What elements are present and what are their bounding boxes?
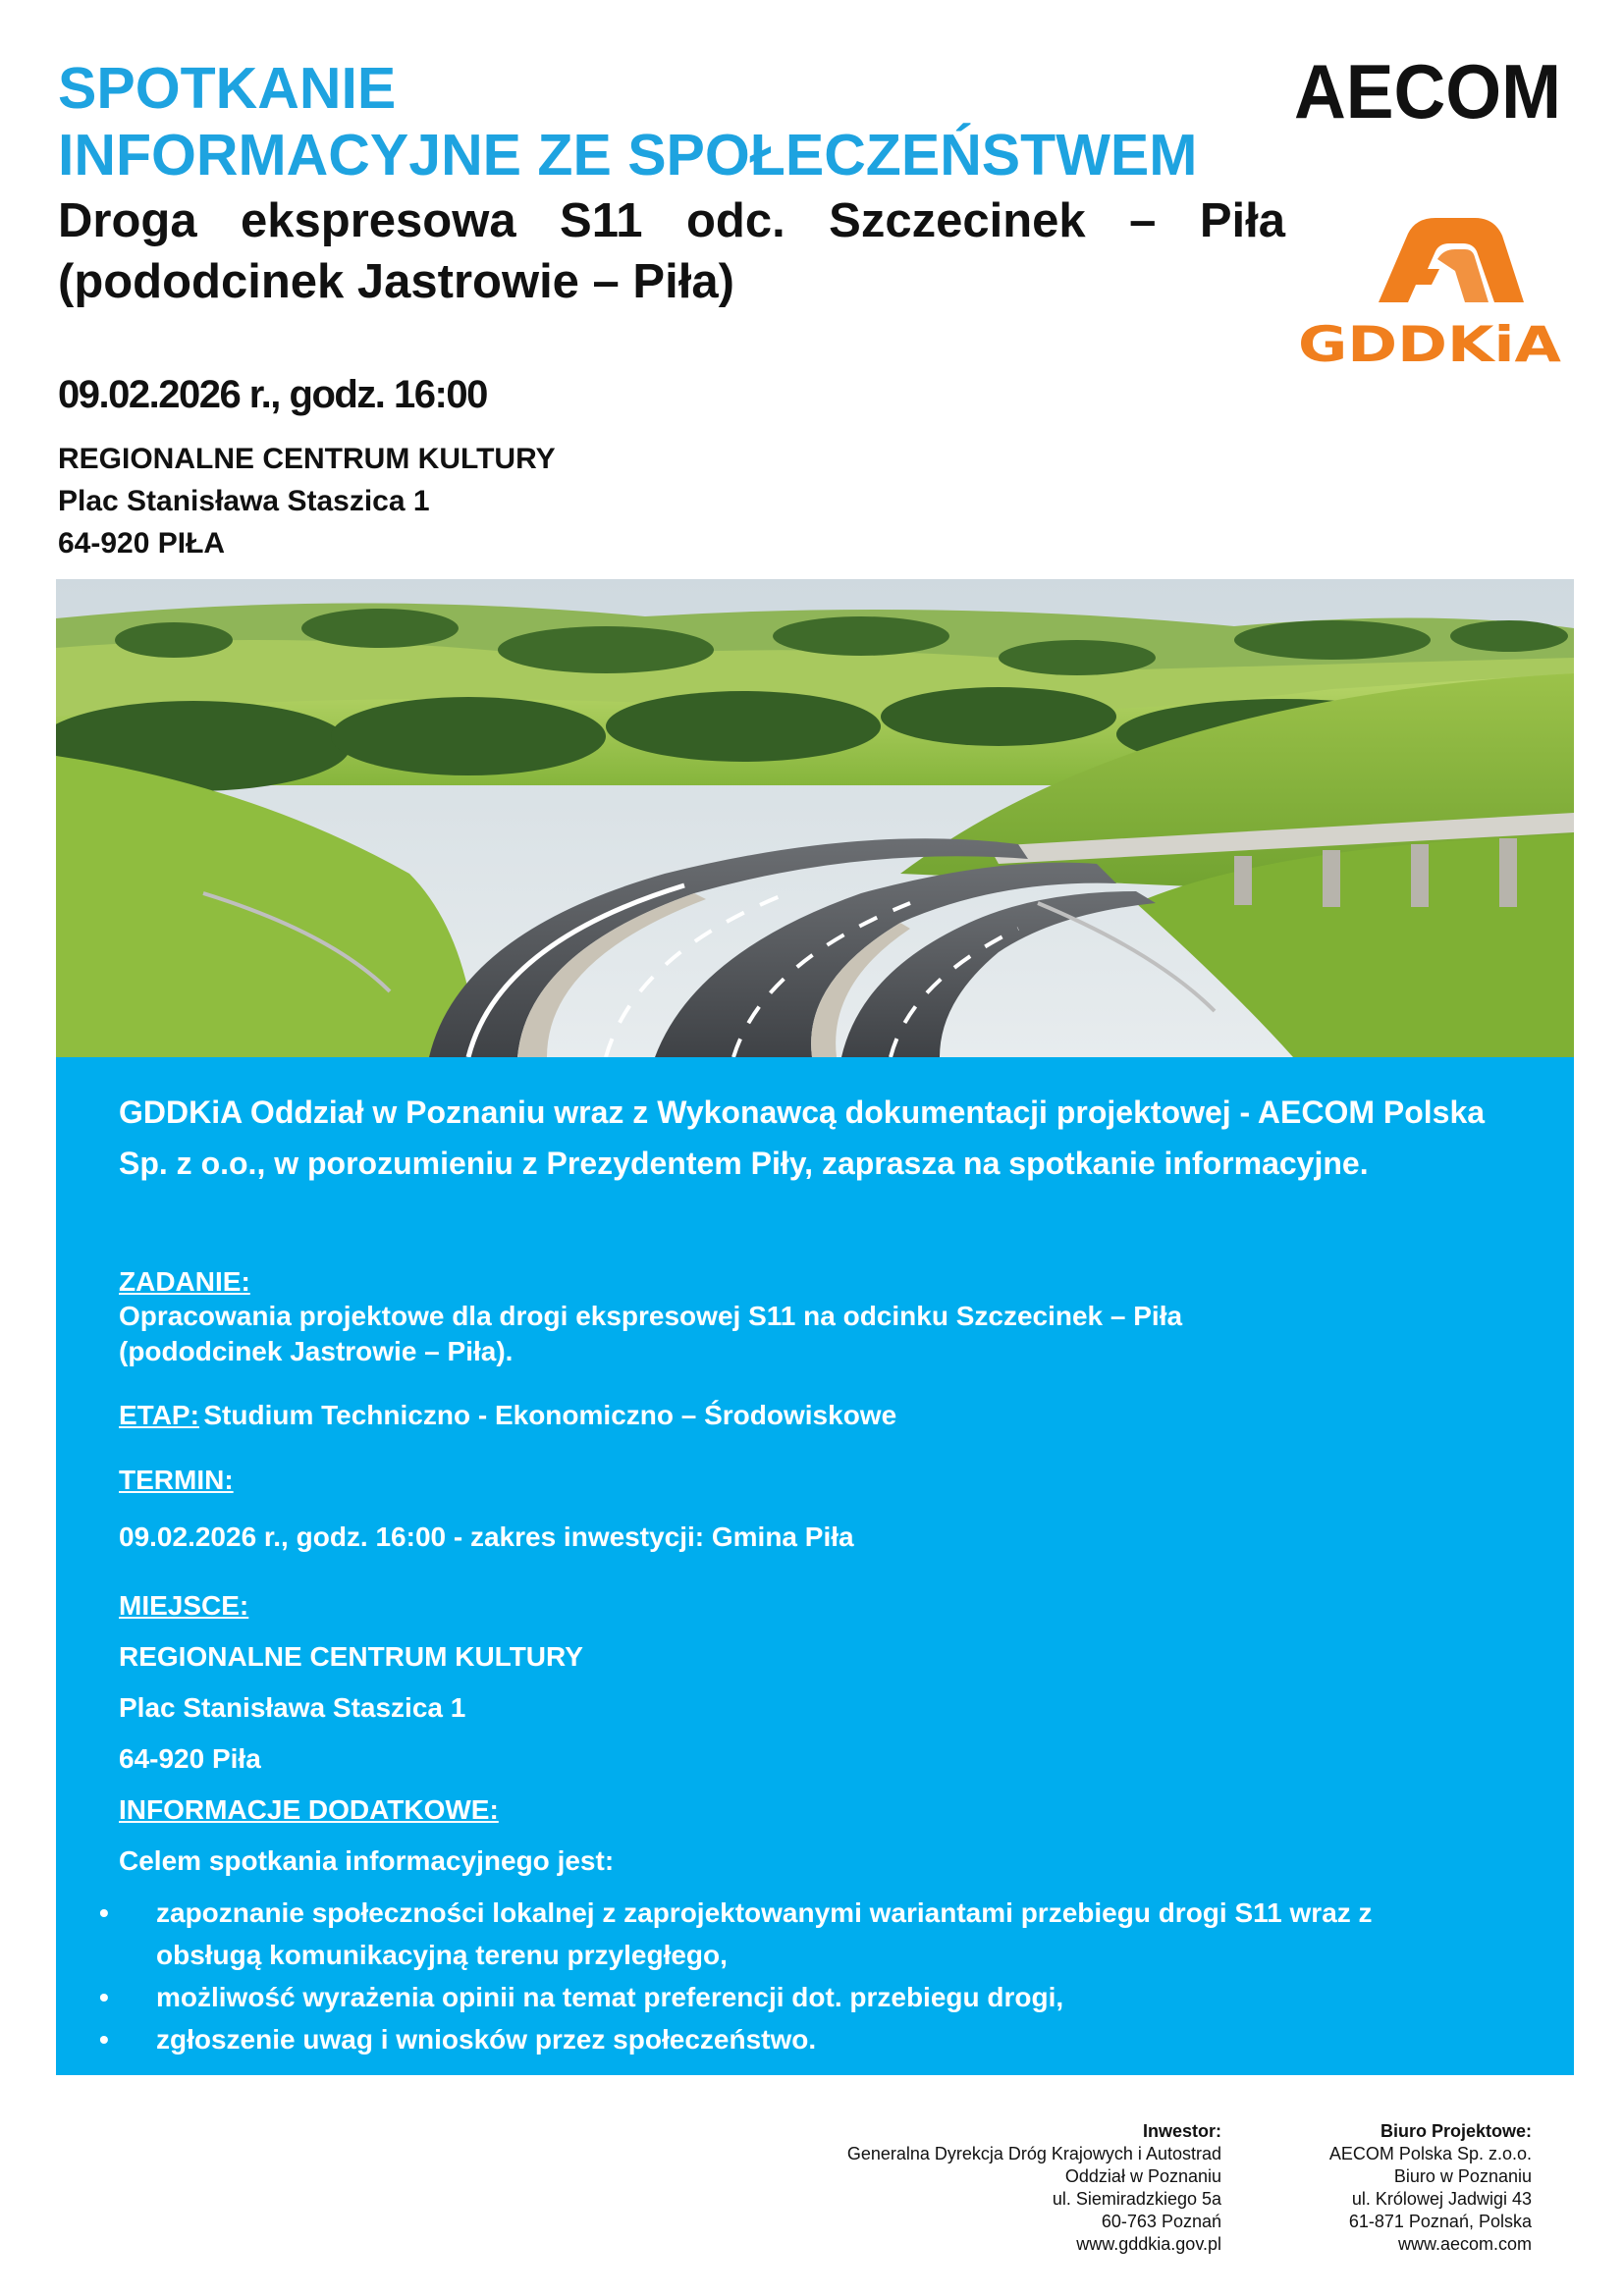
list-item: • zgłoszenie uwag i wniosków przez społeczeństwo.: [56, 2018, 1452, 2060]
office-website-link[interactable]: www.aecom.com: [1397, 2234, 1532, 2254]
list-item: • zapoznanie społeczności lokalnej z zaprojektowanymi wariantami przebiegu drogi S11 wraz z obsługą komunikacyjną terenu przyległego,: [56, 1892, 1452, 1976]
gddkia-logo-text: GDDKiA: [1298, 316, 1562, 369]
venue-line: 64-920 PIŁA: [58, 527, 226, 560]
section-termin: [119, 1462, 1513, 1556]
gddkia-logo: [1292, 204, 1567, 369]
title-line-2: INFORMACYJNE ZE SPOŁECZEŃSTWEM: [58, 123, 1198, 187]
design-office-block: [1276, 2120, 1532, 2256]
bullet-icon: •: [99, 1982, 109, 2012]
office-line: 61-871 Poznań, Polska: [1348, 2212, 1532, 2231]
office-line: AECOM Polska Sp. z.o.o.: [1328, 2144, 1532, 2163]
bullet-icon: •: [99, 1897, 109, 1928]
miejsce-label: MIEJSCE:: [119, 1590, 249, 1621]
investor-website-link[interactable]: www.gddkia.gov.pl: [1076, 2234, 1221, 2254]
expressway-photo: [56, 579, 1574, 1057]
investor-block: [785, 2120, 1221, 2256]
page-title: [58, 55, 1295, 188]
office-line: ul. Królowej Jadwigi 43: [1351, 2189, 1532, 2209]
title-line-1: SPOTKANIE: [58, 56, 397, 121]
termin-text: 09.02.2026 r., godz. 16:00 - zakres inwestycji: Gmina Piła: [119, 1522, 854, 1552]
page-subtitle: [58, 190, 1285, 312]
info-panel: [56, 1057, 1574, 2075]
section-dodatkowe: [119, 1791, 1513, 1880]
section-zadanie: [119, 1265, 1513, 1369]
investor-line: Oddział w Poznaniu: [1064, 2166, 1221, 2186]
venue-address: [58, 438, 556, 564]
office-heading: Biuro Projektowe:: [1380, 2121, 1532, 2141]
subtitle-line-1: Droga ekspresowa S11 odc. Szczecinek – Piła: [58, 194, 1285, 247]
investor-line: ul. Siemiradzkiego 5a: [1052, 2189, 1221, 2209]
termin-label: TERMIN:: [119, 1465, 234, 1495]
venue-line: REGIONALNE CENTRUM KULTURY: [58, 443, 556, 475]
office-line: Biuro w Poznaniu: [1393, 2166, 1532, 2186]
zadanie-text-line-2: (pododcinek Jastrowie – Piła).: [119, 1336, 514, 1366]
aecom-logo: [1294, 57, 1564, 126]
miejsce-line: 64-920 Piła: [119, 1743, 261, 1774]
investor-heading: Inwestor:: [1142, 2121, 1221, 2141]
invitation-text: GDDKiA Oddział w Poznaniu wraz z Wykonawcą dokumentacji projektowej - AECOM Polska Sp. z o.o., w porozumieniu z Prezydentem Piły, zaprasza na spotkanie informacyjne.: [119, 1095, 1486, 1181]
etap-label: ETAP:: [119, 1400, 199, 1430]
dodatkowe-label: INFORMACJE DODATKOWE:: [119, 1794, 499, 1825]
miejsce-line: Plac Stanisława Staszica 1: [119, 1692, 466, 1723]
zadanie-text-line-1: Opracowania projektowe dla drogi ekspresowej S11 na odcinku Szczecinek – Piła: [119, 1301, 1183, 1331]
dodatkowe-intro: Celem spotkania informacyjnego jest:: [119, 1845, 615, 1876]
venue-line: Plac Stanisława Staszica 1: [58, 485, 430, 517]
investor-line: 60-763 Poznań: [1101, 2212, 1221, 2231]
section-etap: [119, 1397, 1513, 1439]
meeting-date: 09.02.2026 r., godz. 16:00: [58, 373, 487, 416]
aecom-logo-text: AECOM: [1294, 57, 1561, 126]
goals-list: [56, 1892, 1574, 2060]
zadanie-label: ZADANIE:: [119, 1266, 250, 1297]
section-miejsce: [119, 1587, 1513, 1778]
investor-line: Generalna Dyrekcja Dróg Krajowych i Autostrad: [846, 2144, 1221, 2163]
etap-text: Studium Techniczno - Ekonomiczno – Środowiskowe: [203, 1400, 897, 1430]
miejsce-line: REGIONALNE CENTRUM KULTURY: [119, 1641, 583, 1672]
subtitle-line-2: (pododcinek Jastrowie – Piła): [58, 255, 734, 308]
bullet-icon: •: [99, 2024, 109, 2055]
list-item: • możliwość wyrażenia opinii na temat preferencji dot. przebiegu drogi,: [56, 1976, 1452, 2018]
